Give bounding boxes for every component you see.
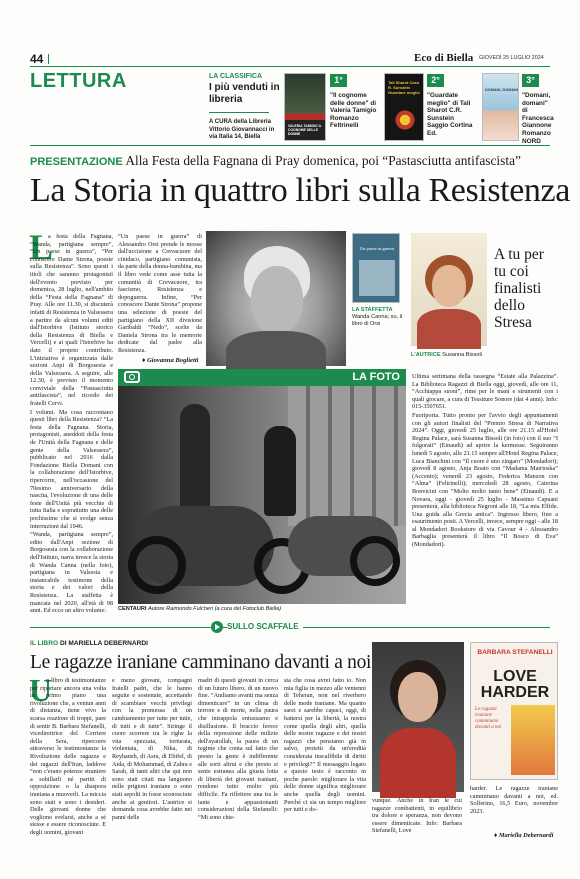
photo-barbara-stefanelli: [372, 642, 464, 792]
scaffale-label: SULLO SCAFFALE: [227, 622, 303, 631]
book-cover-2: [384, 73, 424, 141]
side-p2: Fuoriporta. Tutto pronto per l'avvio degli appuntamenti con gli autori finalisti del “Premio Stresa di Narrativa 2024”. Oggi, giovedì 25 luglio, alle ore 21.15 all'Hotel Regina Palace, sarà Susanna Bissoli (in foto) con il suo “I folgorati” (Einaudi) ad aprire la kermesse. Seguiranno lunedì 5 agosto, alle 21.15 sempre all'Hotel Regina Palace, Luca Bianchini con “Il cuore è uno zingaro” (Mondadori); giovedì 8 agosto, Anja Boato con “Madama Matrioska” (Accento); venerdì 23 agosto, Federica Manzon con “Alma” (Feltrinelli); mercoledì 28 agosto, Caterina Bonvicini con “Molto molto tanto bene” (Einaudi). E a Novara, oggi - giovedì 25 luglio - Massimo Capuani presenterà, alla biblioteca Negroni alle 18, “La mia Elfide. Una guida alla Grecia antica”. Ingresso libero, fino a esaurimento posti. A Vercelli, invece, sempre oggi - alle 18 al Mondadori Bookstore di via Cavour 4 - Alessandro Barbaglia presenterà il libro “Il Bosco di Eva” (Mondadori).: [412, 411, 558, 549]
review-kicker: [30, 640, 148, 647]
book-cover-2-art: [393, 108, 417, 132]
building-facade: [288, 386, 406, 526]
dropcap: L: [29, 227, 54, 267]
review-col-5: vunque. Anche in Iran le cui ragazze combattenti, in equilibrio tra dolore e speranza, non devono essere dimenticate. Info: Barbara Stefanelli, Love: [372, 797, 462, 835]
main-subhead: Alla Festa della Fagnana di Pray domenica, poi “Pastasciutta antifascista”: [125, 153, 521, 168]
review-kicker-label: IL LIBRO: [30, 640, 59, 647]
review-col-1: n libro di testimonianze per riportare ancora una volta in primo piano una rivoluzione che, a ventun anni di distanza, tiene vivo la scarsa reazione di troppi, pare di sentir B. Barbara Stefanelli, vicedirettrice del Corriere della Sera, ripercorre attraverso le testimonianze la Rivoluzione delle ragazze e dei ragazzi dell'Iran, laddove “non c'erano potenze straniere a sobillarli né partiti di opposizione o la diaspora iraniana a muoverli. La miccia sono stati e sono i desideri. Delle giovani donne che vogliono svelarsi, anche a sé stesse e essere riconosciute. E degli uomini, giovani: [30, 677, 106, 836]
love-cover-title: LOVE HARDER: [480, 668, 550, 701]
main-col1-p3: “Wanda, partigiana sempre”, edito dall'Anpi sezione di Borgosesia con la collaborazione dell'Istituto, narra invece la storia di Wanda Canna (nella foto), partigiana in Valsesia e instancabile testimone della storia e dei valori della Resistenza. La staffetta è mancata nel 2020, all'età di 98 anni. Ed ecco un altro volume:: [30, 531, 113, 615]
foto-caption-label: CENTAURI: [118, 606, 147, 612]
love-cover-author: BARBARA STEFANELLI: [477, 649, 553, 656]
rank-badge-2: 2°: [427, 74, 444, 87]
review-col-6: harder. Le ragazze iraniane camminano davanti a noi, ed. Solferino, 16,5 Euro, novembre 2023.: [470, 785, 558, 815]
main-col2-p1: “Un paese in guerra” di Alessandro Orsi prende le mosse dall'uccisione a Crevacuore del cinidaco, partigiano comunista, da parte della donna-bambina, ma il libro vede come asse tutta la comunità di Crevacuore, tra fascismo, Resistenza e dopoguerra. Infine, “Per conoscere Dante Strona” propone una selezione di poesie del partigiano della XII divisione Garibaldi “Nedo”, scelte da Daniela Strona tra le memorie dedicate dal padre alla Resistenza.: [118, 233, 203, 354]
review-headline: Le ragazze iraniane camminano davanti a noi: [30, 652, 372, 673]
bissoli-body: [417, 309, 481, 349]
rank-badge-3: 3°: [522, 74, 539, 87]
book-cover-1: [284, 73, 326, 141]
book-cover-2-text: Tali Sharot Cass R. Sunstein Guardare meglio: [388, 80, 420, 95]
section-title: LETTURA: [30, 70, 127, 92]
rank-text-2: "Guardate meglio" di Tali Sharot C.R. Sunstein Saggio Cortina Ed.: [427, 92, 473, 137]
side-p1: Ultima settimana della rassegna “Estate alla Palazzina”. La Biblioteca Ragazzi di Biella oggi, giovedì, alle ore 11, “Acchiappa suoni”, rime per le mani e strumenti con i quali giocare, a cura di Tessiture Sonore (dai 4 anni). Info: 015-3507651.: [412, 373, 558, 411]
review-col-4: sta che cosa avrei fatto io. Non mia figlia in mezzo alle ventenni di Teheran, non nel riverbero delle mode iraniane. Ma quanto sarei e sarebbe capaci, oggi, di battersi per la libertà, la nostra come quella degli altri, quella delle nostre ragazze e dei nostri ragazzi che pensiamo già in salvo, protetti da un'eredità considerata inscalfibile di diritti e privilegi?” Il messaggio legato a questo testo è racconto in poche parole: migliorare la vita delle donne significa migliorare anche quella degli uomini. Perché ci sia un tempo migliore per tutti e do-: [284, 677, 366, 814]
section-rule: [30, 145, 550, 146]
bissoli-caption: [411, 352, 482, 358]
bestsellers-credit: A CURA della Libreria Vittorio Giovannacci in via Italia 14, Biella: [209, 119, 275, 141]
bestsellers-title: I più venduti in libreria: [209, 82, 280, 105]
main-byline: ♦ Giovanna Boglietti: [142, 357, 199, 364]
motorcycle-wheel-1: [128, 536, 186, 594]
la-foto-bar: [118, 369, 406, 386]
photo-wanda-canna: [206, 231, 346, 366]
photo-susanna-bissoli: [411, 233, 487, 346]
newspaper-name: Eco di Biella: [414, 52, 474, 64]
book-cover-1-text: VALERIA TAMIGIO IL COGNOME DELLE DONNE: [288, 124, 322, 136]
review-col-3: madri di questi giovani in cerca di un futuro libero, di un nuovo fine. “Andiamo avanti ma senza dimenticare” in un clima di terrore e di morte, nella paura che intrappola entusiasmo e disillusione. Il braccio feroce della repressione delle milizie dell'ayatollah, la paura di un regime che conta sul fatto che presto la gente è indifferente alle sorti altrui e che presto si sente estranea alla giusta lotta di libertà dei giovani iraniani, rendono tutto molto più difficile. Fa riflettere una tra le tante e appassionanti considerazioni della Stefanelli: “Mi sono chie-: [198, 677, 278, 821]
main-col1-p2: I volumi. Ma cosa raccontano questi libri della Resistenza? “La festa della Fagnana. Storia, protagonisti, aneddoti della festa de l'Unità della Fagnana e delle gente della Valsessera”, pubblicato nel 2016 dalla Fondazione Biella Domani con la collaborazione dell'Istorbive, ripercorre, nell'occasione del 70esimo anniversario della nascita, l'evoluzione di una delle feste dell'Unità più vecchie di tutta Italia e soprattutto una delle pochissime che si svolge senza interruzioni dal 1946.: [30, 408, 113, 530]
scaffale-arrow-shape: [215, 624, 220, 630]
rider-1: [180, 404, 210, 514]
review-col-2: e meno giovani, compagni fratelli padri, che le hanno seguite e sostenute, accettando di scambiare vecchi privilegi con la promessa di un cambiamento per tutte per tutte, di tutti e di tutte”. Stringe il cuore scorrere tra le righe la vita spezzata, torturata, violentata, di Nika, di Reyhaneh, di Asra, di Ebifel, di Aida, di Mohammad, di Zahra e Sarah, di tanti altri che qui non sono stati citati ma languono nelle prigioni iraniane o sono stati sepolti in fosse sconosciute anche ai genitori. L'autrice si domanda cosa avrebbe fatto nei panni delle: [112, 677, 192, 821]
bissoli-face: [432, 265, 466, 307]
rank-text-1: "Il cognome delle donne" di Valeria Tamigio Romanzo Feltrinelli: [330, 92, 377, 130]
rider-2: [264, 426, 296, 516]
header-divider-short: [48, 54, 49, 64]
main-headline: La Storia in quattro libri sulla Resistenza: [30, 172, 570, 209]
rank-text-3: "Domani, domani" di Francesca Giannone Romanzo NORD: [522, 92, 554, 145]
photo1-caption-text: Wanda Canna; su, il libro di Orsi: [352, 314, 403, 327]
review-byline: ♦ Mariella Debernardi: [494, 832, 554, 839]
bestsellers-kicker: LA CLASSIFICA: [209, 73, 263, 80]
love-cover-art: [511, 705, 555, 775]
main-kicker: PRESENTAZIONE: [30, 156, 123, 168]
bestsellers-rule: [209, 112, 269, 113]
book-cover-un-paese-art: [359, 260, 395, 296]
book-cover-un-paese-title: Un paese in guerra: [359, 246, 395, 251]
header-rule: [30, 66, 550, 67]
review-kicker-by: DI MARIELLA DEBERNARDI: [59, 640, 148, 647]
foto-caption-text: Autore Raimondo Fulcheri (a cura del Fotoclub Biella): [148, 606, 282, 612]
foto-caption: [118, 606, 281, 612]
bissoli-caption-text: Susanna Bissoli: [442, 352, 482, 358]
header-date: GIOVEDÌ 25 LUGLIO 2024: [479, 55, 544, 61]
stefanelli-face: [398, 672, 438, 722]
side-column: [412, 373, 558, 607]
stefanelli-body: [380, 728, 456, 798]
bissoli-caption-label: L'AUTRICE: [411, 352, 441, 358]
book-cover-un-paese: [352, 233, 400, 303]
main-col-2: [118, 233, 202, 357]
portrait-face: [251, 266, 303, 334]
motorcycle-wheel-3: [350, 536, 400, 586]
page-number: 44: [30, 52, 44, 66]
book-cover-love-harder: [470, 642, 558, 780]
book-cover-3-text: DOMANI, DOMANI: [485, 88, 518, 92]
love-cover-sub: Le ragazze iraniane camminano davanti a noi: [475, 707, 502, 730]
camera-lens: [129, 374, 135, 380]
photo1-caption: [352, 307, 407, 328]
main-subhead-line: [30, 153, 560, 169]
photo-centauri: [118, 386, 406, 604]
rank-badge-1: 1°: [330, 74, 347, 87]
main-col-1: [29, 227, 113, 615]
la-foto-label: LA FOTO: [352, 371, 400, 383]
review-dropcap: U: [29, 672, 53, 708]
photo1-caption-label: LA STAFFETTA: [352, 307, 393, 313]
main-col1-p1: a festa della Fagnana, “Wanda, partigiana sempre”, “Un paese in guerra”, “Per conoscere Dante Strona, poesie sulla Resistenza”. Sono questi i titoli che saranno protagonisti dell'evento previsto per domenica, 28 luglio, nell'ambito della “Festa della Fagnana” di Pray. Alle ore 11.30, si discuterà infatti di Resistenza in Valsessera a partire da alcuni volumi editi dall'Istorbive (Istituto storico della Resistenza di Biella e Vercelli) e ai quali l'Istorbive ha dato il proprio contributo. L'iniziativa è organizzata dalle sezioni Anpi di Borgosesia e della Valsessera. A seguire, alle 12.30, è previsto il momento conviviale della “Pastasciutta antifascista”, nel ricordo dei fratelli Cervi.: [30, 233, 113, 408]
side-headline: A tu per tu coi finalisti dello Stresa: [494, 246, 544, 331]
book-cover-3: [482, 73, 519, 141]
